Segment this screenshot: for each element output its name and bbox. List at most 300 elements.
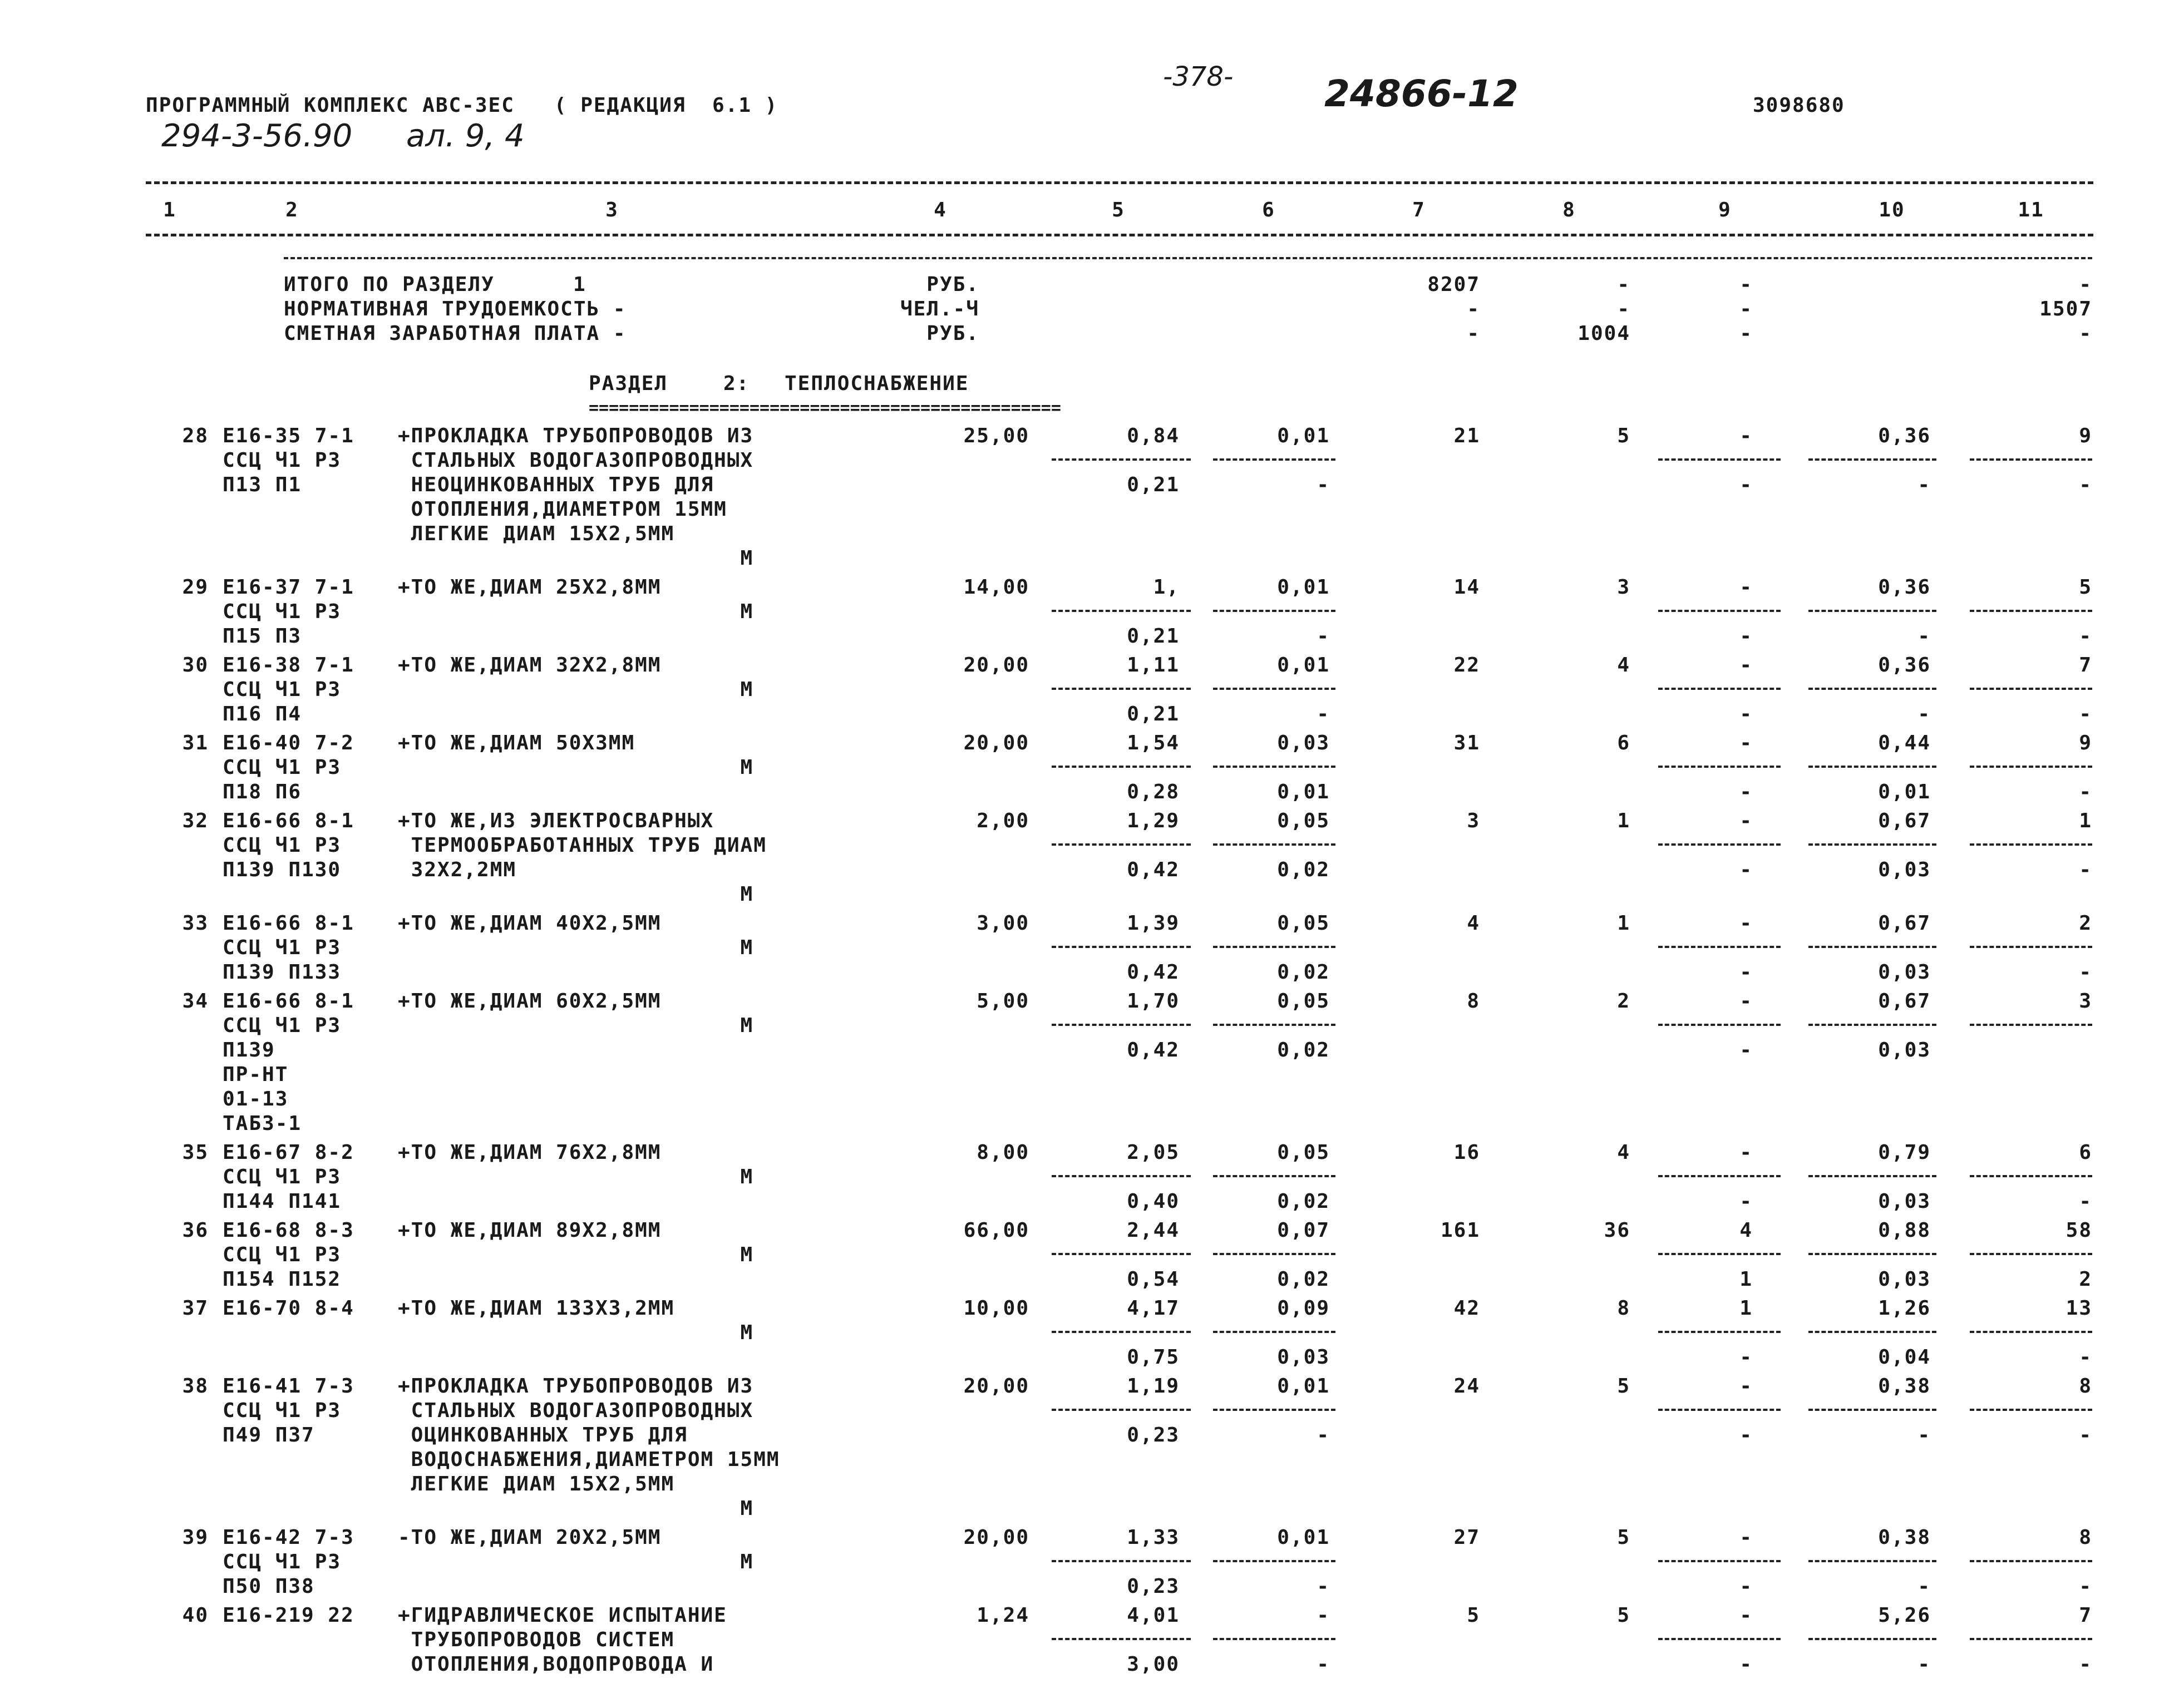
row-description: М xyxy=(398,678,754,701)
row-col8: 1 xyxy=(1617,912,1630,935)
totals-col9: - xyxy=(1739,322,1753,345)
row-col6-sub: - xyxy=(1317,625,1330,648)
row-separator-c5 xyxy=(1052,946,1191,948)
row-labor-sub: 0,03 xyxy=(1878,1268,1931,1291)
row-description: М xyxy=(398,1551,754,1573)
row-code: ССЦ Ч1 Р3 xyxy=(223,449,342,472)
row-separator-c10 xyxy=(1808,1175,1936,1177)
row-labor-sub: 0,03 xyxy=(1878,858,1931,881)
row-description: ЛЕГКИЕ ДИАМ 15Х2,5ММ xyxy=(398,1473,675,1495)
row-description: М xyxy=(398,1243,754,1266)
row-col9-sub: - xyxy=(1739,858,1753,881)
row-separator-c9 xyxy=(1658,1409,1781,1411)
row-col11: 7 xyxy=(2079,654,2092,677)
row-code: ССЦ Ч1 Р3 xyxy=(223,756,342,779)
row-number: 37 xyxy=(182,1297,209,1320)
row-unit-cost-wage: 0,54 xyxy=(1127,1268,1180,1291)
row-code: ССЦ Ч1 Р3 xyxy=(223,600,342,623)
row-labor: 0,44 xyxy=(1878,732,1931,754)
row-labor: 0,38 xyxy=(1878,1375,1931,1398)
totals-unit: РУБ. xyxy=(926,322,979,345)
row-col11: 6 xyxy=(2079,1141,2092,1164)
row-unit-cost-wage: 0,21 xyxy=(1127,625,1180,648)
row-col8: 3 xyxy=(1617,576,1630,599)
row-separator-c10 xyxy=(1808,843,1936,846)
row-code: П154 П152 xyxy=(223,1268,342,1291)
row-col6: 0,01 xyxy=(1277,654,1330,677)
row-description: +ТО ЖЕ,ДИАМ 76Х2,8ММ xyxy=(398,1141,662,1164)
row-description: +ТО ЖЕ,ДИАМ 133Х3,2ММ xyxy=(398,1297,675,1320)
row-separator-c11 xyxy=(1970,843,2092,846)
row-code: ССЦ Ч1 Р3 xyxy=(223,1243,342,1266)
row-separator-c5 xyxy=(1052,688,1191,690)
section-label: РАЗДЕЛ xyxy=(589,372,668,395)
row-separator-c10 xyxy=(1808,610,1936,612)
row-separator-c11 xyxy=(1970,1409,2092,1411)
row-code: П139 П133 xyxy=(223,961,342,984)
row-total-cost: 21 xyxy=(1453,424,1480,447)
row-col8: 4 xyxy=(1617,1141,1630,1164)
row-col9: - xyxy=(1739,1141,1753,1164)
row-separator-c5 xyxy=(1052,1024,1191,1026)
row-description: ТРУБОПРОВОДОВ СИСТЕМ xyxy=(398,1628,675,1651)
row-code: Е16-40 7-2 xyxy=(223,732,354,754)
row-col6-sub: 0,02 xyxy=(1277,1190,1330,1213)
row-quantity: 1,24 xyxy=(977,1604,1029,1627)
row-col11: 13 xyxy=(2066,1297,2092,1320)
row-col6: - xyxy=(1317,1604,1330,1627)
row-quantity: 14,00 xyxy=(963,576,1029,599)
row-separator-c5 xyxy=(1052,1409,1191,1411)
column-header-4: 4 xyxy=(934,199,947,221)
row-separator-c9 xyxy=(1658,1638,1781,1640)
row-unit-cost: 2,44 xyxy=(1127,1219,1180,1242)
row-code: Е16-67 8-2 xyxy=(223,1141,354,1164)
row-col6-sub: - xyxy=(1317,1424,1330,1447)
row-separator-c9 xyxy=(1658,610,1781,612)
row-col9-sub: - xyxy=(1739,961,1753,984)
row-separator-c9 xyxy=(1658,458,1781,461)
row-col6: 0,03 xyxy=(1277,732,1330,754)
row-separator-c5 xyxy=(1052,1331,1191,1333)
row-code: ПР-НТ xyxy=(223,1063,289,1086)
row-quantity: 20,00 xyxy=(963,1526,1029,1549)
row-code: ССЦ Ч1 Р3 xyxy=(223,1014,342,1037)
row-col6-sub: - xyxy=(1317,703,1330,725)
row-col8: 5 xyxy=(1617,1526,1630,1549)
row-description: +ТО ЖЕ,ДИАМ 89Х2,8ММ xyxy=(398,1219,662,1242)
row-unit-cost-wage: 0,42 xyxy=(1127,858,1180,881)
row-unit-cost: 1,54 xyxy=(1127,732,1180,754)
row-col6-sub: 0,01 xyxy=(1277,781,1330,803)
totals-section-number: 1 xyxy=(573,273,586,296)
column-header-7: 7 xyxy=(1412,199,1426,221)
row-separator-c6 xyxy=(1213,766,1335,768)
row-number: 29 xyxy=(182,576,209,599)
row-separator-c9 xyxy=(1658,843,1781,846)
row-col6-sub: - xyxy=(1317,1653,1330,1676)
row-number: 28 xyxy=(182,424,209,447)
row-description: ЛЕГКИЕ ДИАМ 15Х2,5ММ xyxy=(398,522,675,545)
row-code: Е16-68 8-3 xyxy=(223,1219,354,1242)
row-separator-c10 xyxy=(1808,458,1936,461)
row-col9: - xyxy=(1739,1526,1753,1549)
row-code: П49 П37 xyxy=(223,1424,315,1447)
row-total-cost: 31 xyxy=(1453,732,1480,754)
row-separator-c6 xyxy=(1213,1253,1335,1255)
totals-col11: - xyxy=(2079,273,2092,296)
row-col9: - xyxy=(1739,576,1753,599)
row-number: 33 xyxy=(182,912,209,935)
row-code: Е16-38 7-1 xyxy=(223,654,354,677)
row-total-cost: 4 xyxy=(1467,912,1480,935)
row-separator-c11 xyxy=(1970,946,2092,948)
row-code: Е16-66 8-1 xyxy=(223,990,354,1013)
row-total-cost: 22 xyxy=(1453,654,1480,677)
row-total-cost: 161 xyxy=(1440,1219,1480,1242)
row-code: Е16-41 7-3 xyxy=(223,1375,354,1398)
row-separator-c10 xyxy=(1808,766,1936,768)
row-code: Е16-70 8-4 xyxy=(223,1297,354,1320)
column-header-1: 1 xyxy=(163,199,176,221)
totals-col11: 1507 xyxy=(2039,298,2092,320)
row-labor: 0,36 xyxy=(1878,576,1931,599)
row-unit-cost: 0,84 xyxy=(1127,424,1180,447)
row-quantity: 25,00 xyxy=(963,424,1029,447)
row-labor: 0,38 xyxy=(1878,1526,1931,1549)
row-total-cost: 16 xyxy=(1453,1141,1480,1164)
totals-label: СМЕТНАЯ ЗАРАБОТНАЯ ПЛАТА - xyxy=(284,322,627,345)
row-col8: 4 xyxy=(1617,654,1630,677)
row-separator-c9 xyxy=(1658,946,1781,948)
row-col9: - xyxy=(1739,809,1753,832)
row-col8: 8 xyxy=(1617,1297,1630,1320)
row-separator-c9 xyxy=(1658,1331,1781,1333)
row-col11-sub: - xyxy=(2079,781,2092,803)
row-code: 01-13 xyxy=(223,1088,289,1110)
row-separator-c9 xyxy=(1658,688,1781,690)
row-col8: 36 xyxy=(1604,1219,1630,1242)
row-total-cost: 14 xyxy=(1453,576,1480,599)
row-col9-sub: - xyxy=(1739,1424,1753,1447)
row-col11-sub: - xyxy=(2079,703,2092,725)
row-unit-cost-wage: 0,23 xyxy=(1127,1575,1180,1598)
row-total-cost: 42 xyxy=(1453,1297,1480,1320)
row-labor: 0,67 xyxy=(1878,809,1931,832)
row-col11: 9 xyxy=(2079,732,2092,754)
row-col9-sub: 1 xyxy=(1739,1268,1753,1291)
row-separator-c6 xyxy=(1213,1409,1335,1411)
row-code: Е16-37 7-1 xyxy=(223,576,354,599)
row-separator-c10 xyxy=(1808,1253,1936,1255)
row-code: Е16-66 8-1 xyxy=(223,809,354,832)
row-code: ССЦ Ч1 Р3 xyxy=(223,834,342,857)
row-separator-c11 xyxy=(1970,458,2092,461)
row-col9: - xyxy=(1739,1375,1753,1398)
section-number: 2: xyxy=(723,372,750,395)
totals-label: НОРМАТИВНАЯ ТРУДОЕМКОСТЬ - xyxy=(284,298,627,320)
row-labor: 0,36 xyxy=(1878,424,1931,447)
row-col11-sub: - xyxy=(2079,961,2092,984)
row-col8: 2 xyxy=(1617,990,1630,1013)
row-separator-c11 xyxy=(1970,688,2092,690)
totals-col11: - xyxy=(2079,322,2092,345)
row-unit-cost-wage: 0,21 xyxy=(1127,703,1180,725)
row-separator-c6 xyxy=(1213,688,1335,690)
row-number: 39 xyxy=(182,1526,209,1549)
row-code: ССЦ Ч1 Р3 xyxy=(223,678,342,701)
row-number: 30 xyxy=(182,654,209,677)
row-code: П16 П4 xyxy=(223,703,302,725)
row-unit-cost-wage: 3,00 xyxy=(1127,1653,1180,1676)
row-col8: 5 xyxy=(1617,424,1630,447)
row-separator-c10 xyxy=(1808,1560,1936,1562)
row-labor-sub: 0,03 xyxy=(1878,1039,1931,1062)
row-number: 31 xyxy=(182,732,209,754)
row-description: -ТО ЖЕ,ДИАМ 20Х2,5ММ xyxy=(398,1526,662,1549)
row-separator-c11 xyxy=(1970,1175,2092,1177)
row-col11-sub: - xyxy=(2079,1424,2092,1447)
row-separator-c11 xyxy=(1970,610,2092,612)
row-col11-sub: 2 xyxy=(2079,1268,2092,1291)
row-col11-sub: - xyxy=(2079,625,2092,648)
row-col6-sub: - xyxy=(1317,1575,1330,1598)
row-separator-c11 xyxy=(1970,1253,2092,1255)
row-unit-cost: 4,17 xyxy=(1127,1297,1180,1320)
row-col9-sub: - xyxy=(1739,781,1753,803)
row-description: +ПРОКЛАДКА ТРУБОПРОВОДОВ ИЗ xyxy=(398,424,754,447)
row-separator-c10 xyxy=(1808,946,1936,948)
row-code: Е16-35 7-1 xyxy=(223,424,354,447)
totals-col9: - xyxy=(1739,298,1753,320)
row-labor-sub: - xyxy=(1917,1653,1931,1676)
row-separator-c9 xyxy=(1658,1175,1781,1177)
row-code: ТАБ3-1 xyxy=(223,1112,302,1135)
row-unit-cost: 1,29 xyxy=(1127,809,1180,832)
column-header-3: 3 xyxy=(605,199,619,221)
row-separator-c6 xyxy=(1213,1560,1335,1562)
row-separator-c11 xyxy=(1970,1024,2092,1026)
totals-col7: 8207 xyxy=(1427,273,1480,296)
row-number: 32 xyxy=(182,809,209,832)
row-col11-sub: - xyxy=(2079,858,2092,881)
row-code: ССЦ Ч1 Р3 xyxy=(223,1166,342,1188)
row-number: 34 xyxy=(182,990,209,1013)
row-unit-cost-wage: 0,23 xyxy=(1127,1424,1180,1447)
section-title: ТЕПЛОСНАБЖЕНИЕ xyxy=(785,372,969,395)
row-code: ССЦ Ч1 Р3 xyxy=(223,936,342,959)
row-total-cost: 3 xyxy=(1467,809,1480,832)
row-col8: 1 xyxy=(1617,809,1630,832)
row-col6-sub: 0,03 xyxy=(1277,1346,1330,1369)
row-labor-sub: 0,03 xyxy=(1878,961,1931,984)
row-separator-c6 xyxy=(1213,1024,1335,1026)
row-code: П13 П1 xyxy=(223,473,302,496)
row-unit-cost-wage: 0,42 xyxy=(1127,961,1180,984)
row-col6: 0,05 xyxy=(1277,990,1330,1013)
row-quantity: 66,00 xyxy=(963,1219,1029,1242)
row-col8: 5 xyxy=(1617,1375,1630,1398)
row-separator-c6 xyxy=(1213,1638,1335,1640)
row-col9-sub: - xyxy=(1739,1346,1753,1369)
row-description: ВОДОСНАБЖЕНИЯ,ДИАМЕТРОМ 15ММ xyxy=(398,1448,780,1471)
row-labor: 0,67 xyxy=(1878,912,1931,935)
row-description: 32Х2,2ММ xyxy=(398,858,517,881)
row-quantity: 10,00 xyxy=(963,1297,1029,1320)
row-total-cost: 27 xyxy=(1453,1526,1480,1549)
row-col8: 6 xyxy=(1617,732,1630,754)
row-separator-c5 xyxy=(1052,1560,1191,1562)
row-quantity: 3,00 xyxy=(977,912,1029,935)
row-col9-sub: - xyxy=(1739,1039,1753,1062)
row-separator-c11 xyxy=(1970,1331,2092,1333)
row-description: +ТО ЖЕ,ИЗ ЭЛЕКТРОСВАРНЫХ xyxy=(398,809,714,832)
row-separator-c5 xyxy=(1052,1175,1191,1177)
row-description: +ПРОКЛАДКА ТРУБОПРОВОДОВ ИЗ xyxy=(398,1375,754,1398)
row-unit-cost: 1,33 xyxy=(1127,1526,1180,1549)
row-code: ССЦ Ч1 Р3 xyxy=(223,1551,342,1573)
row-unit-cost-wage: 0,40 xyxy=(1127,1190,1180,1213)
row-col9: - xyxy=(1739,912,1753,935)
row-separator-c5 xyxy=(1052,1253,1191,1255)
page-number: -378- xyxy=(1163,61,1234,92)
row-col11-sub: - xyxy=(2079,1653,2092,1676)
row-description: М xyxy=(398,1497,754,1520)
row-unit-cost: 2,05 xyxy=(1127,1141,1180,1164)
row-unit-cost-wage: 0,75 xyxy=(1127,1346,1180,1369)
row-col11: 8 xyxy=(2079,1375,2092,1398)
row-separator-c10 xyxy=(1808,1331,1936,1333)
row-quantity: 8,00 xyxy=(977,1141,1029,1164)
row-separator-c10 xyxy=(1808,1638,1936,1640)
totals-col8: 1004 xyxy=(1578,322,1630,345)
row-col6: 0,05 xyxy=(1277,1141,1330,1164)
album-reference: ал. 9, 4 xyxy=(406,118,525,154)
row-separator-c11 xyxy=(1970,1560,2092,1562)
row-unit-cost-wage: 0,21 xyxy=(1127,473,1180,496)
row-col11: 2 xyxy=(2079,912,2092,935)
row-separator-c6 xyxy=(1213,1331,1335,1333)
row-code: П18 П6 xyxy=(223,781,302,803)
column-header-9: 9 xyxy=(1718,199,1732,221)
row-col6: 0,09 xyxy=(1277,1297,1330,1320)
row-description: СТАЛЬНЫХ ВОДОГАЗОПРОВОДНЫХ xyxy=(398,449,754,472)
row-col9-sub: - xyxy=(1739,1653,1753,1676)
totals-col9: - xyxy=(1739,273,1753,296)
row-labor-sub: - xyxy=(1917,473,1931,496)
row-col11: 8 xyxy=(2079,1526,2092,1549)
row-unit-cost: 1,70 xyxy=(1127,990,1180,1013)
row-col9: 1 xyxy=(1739,1297,1753,1320)
row-labor: 0,67 xyxy=(1878,990,1931,1013)
totals-col8: - xyxy=(1617,298,1630,320)
row-col6-sub: 0,02 xyxy=(1277,858,1330,881)
row-description: +ТО ЖЕ,ДИАМ 25Х2,8ММ xyxy=(398,576,662,599)
row-separator-c5 xyxy=(1052,766,1191,768)
row-labor: 0,79 xyxy=(1878,1141,1931,1164)
row-code: Е16-66 8-1 xyxy=(223,912,354,935)
row-col11: 58 xyxy=(2066,1219,2092,1242)
row-unit-cost: 1, xyxy=(1153,576,1180,599)
table-top-rule xyxy=(146,181,2093,184)
row-labor-sub: 0,03 xyxy=(1878,1190,1931,1213)
row-number: 38 xyxy=(182,1375,209,1398)
row-code: ССЦ Ч1 Р3 xyxy=(223,1399,342,1422)
row-description: +ГИДРАВЛИЧЕСКОЕ ИСПЫТАНИЕ xyxy=(398,1604,727,1627)
row-col9-sub: - xyxy=(1739,473,1753,496)
row-labor-sub: 0,04 xyxy=(1878,1346,1931,1369)
row-separator-c9 xyxy=(1658,1024,1781,1026)
row-description: М xyxy=(398,1014,754,1037)
row-separator-c6 xyxy=(1213,946,1335,948)
row-col6-sub: 0,02 xyxy=(1277,1039,1330,1062)
row-number: 40 xyxy=(182,1604,209,1627)
totals-label: ИТОГО ПО РАЗДЕЛУ xyxy=(284,273,495,296)
totals-col7: - xyxy=(1467,298,1480,320)
row-separator-c9 xyxy=(1658,1253,1781,1255)
row-separator-c10 xyxy=(1808,688,1936,690)
row-col9: - xyxy=(1739,654,1753,677)
row-col11: 7 xyxy=(2079,1604,2092,1627)
row-description: ОЦИНКОВАННЫХ ТРУБ ДЛЯ xyxy=(398,1424,688,1447)
row-total-cost: 24 xyxy=(1453,1375,1480,1398)
totals-col8: - xyxy=(1617,273,1630,296)
document-number: 24866-12 xyxy=(1324,72,1519,115)
row-quantity: 20,00 xyxy=(963,654,1029,677)
row-quantity: 2,00 xyxy=(977,809,1029,832)
row-separator-c5 xyxy=(1052,458,1191,461)
row-code: П50 П38 xyxy=(223,1575,315,1598)
row-description: ТЕРМООБРАБОТАННЫХ ТРУБ ДИАМ xyxy=(398,834,767,857)
row-col9-sub: - xyxy=(1739,1575,1753,1598)
totals-unit: ЧЕЛ.-Ч xyxy=(900,298,979,320)
row-col11: 1 xyxy=(2079,809,2092,832)
row-separator-c11 xyxy=(1970,1638,2092,1640)
row-col6-sub: 0,02 xyxy=(1277,961,1330,984)
row-description: М xyxy=(398,1166,754,1188)
row-col9: - xyxy=(1739,732,1753,754)
row-col9-sub: - xyxy=(1739,703,1753,725)
row-unit-cost-wage: 0,28 xyxy=(1127,781,1180,803)
project-reference: 294-3-56.90 xyxy=(161,118,353,154)
row-labor: 5,26 xyxy=(1878,1604,1931,1627)
row-col9-sub: - xyxy=(1739,625,1753,648)
row-col11-sub: - xyxy=(2079,1190,2092,1213)
row-separator-c6 xyxy=(1213,843,1335,846)
row-col11: 5 xyxy=(2079,576,2092,599)
row-col6: 0,01 xyxy=(1277,1375,1330,1398)
row-labor-sub: - xyxy=(1917,625,1931,648)
document-code: 3098680 xyxy=(1753,94,1845,117)
row-description: СТАЛЬНЫХ ВОДОГАЗОПРОВОДНЫХ xyxy=(398,1399,754,1422)
row-unit-cost-wage: 0,42 xyxy=(1127,1039,1180,1062)
row-unit-cost: 1,19 xyxy=(1127,1375,1180,1398)
row-labor-sub: - xyxy=(1917,703,1931,725)
column-header-6: 6 xyxy=(1262,199,1275,221)
row-description: НЕОЦИНКОВАННЫХ ТРУБ ДЛЯ xyxy=(398,473,714,496)
row-separator-c6 xyxy=(1213,610,1335,612)
row-unit-cost: 1,11 xyxy=(1127,654,1180,677)
row-description: М xyxy=(398,936,754,959)
row-col6-sub: 0,02 xyxy=(1277,1268,1330,1291)
column-header-11: 11 xyxy=(2018,199,2044,221)
totals-rule xyxy=(284,257,2092,259)
row-description: М xyxy=(398,883,754,906)
row-labor-sub: 0,01 xyxy=(1878,781,1931,803)
row-code: П144 П141 xyxy=(223,1190,342,1213)
row-col6: 0,01 xyxy=(1277,576,1330,599)
row-code: Е16-42 7-3 xyxy=(223,1526,354,1549)
